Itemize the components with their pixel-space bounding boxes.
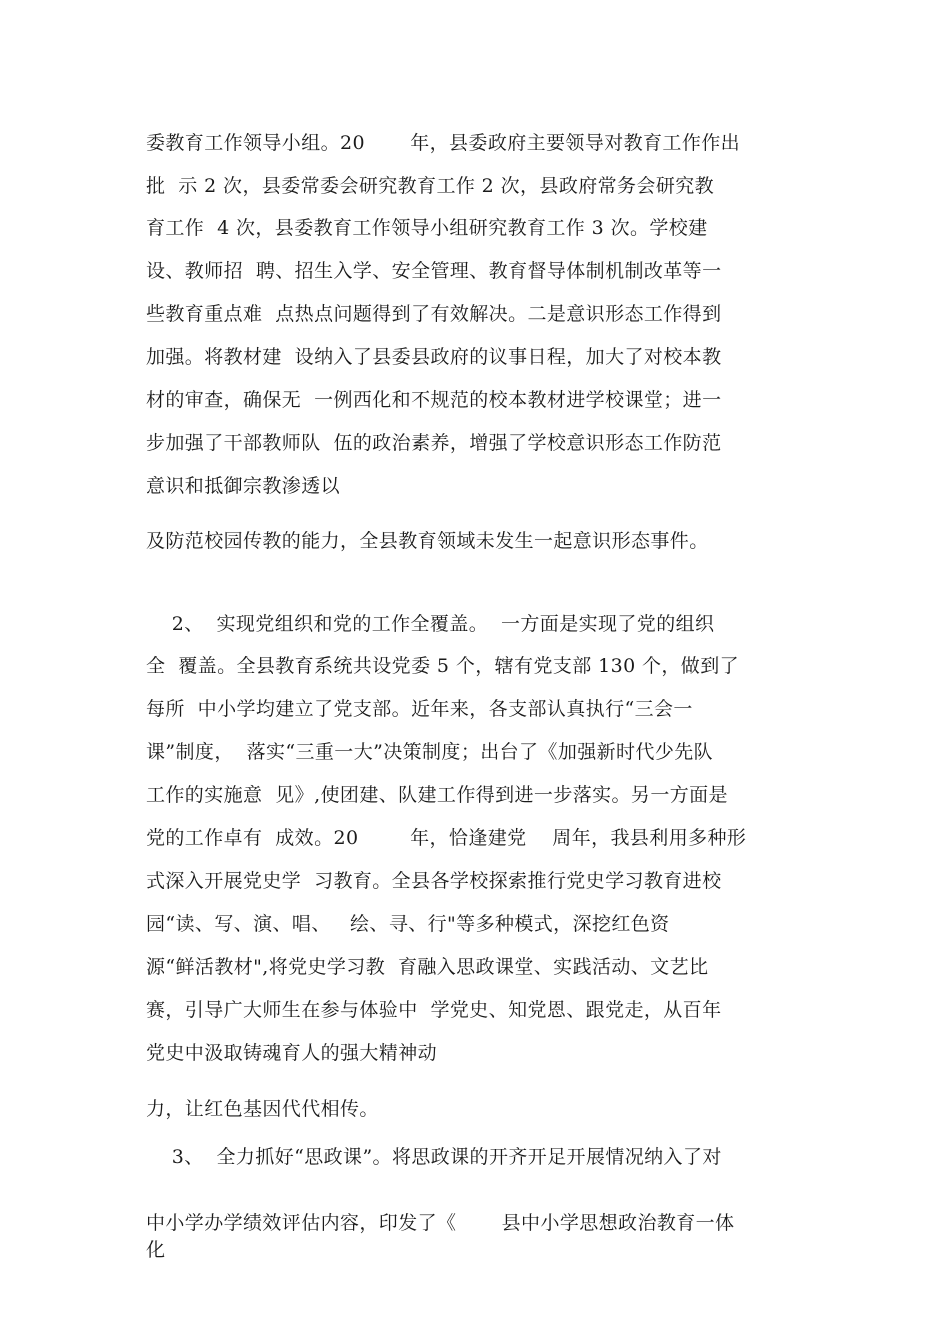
paragraph-line: 3、 全力抓好“思政课”。将思政课的开齐开足开展情况纳入了对 (146, 1146, 722, 1168)
paragraph-line: 材的审查，确保无 一例西化和不规范的校本教材进学校课堂；进一 (146, 389, 722, 411)
paragraph-line: 2、 实现党组织和党的工作全覆盖。 一方面是实现了党的组织 (146, 613, 715, 635)
paragraph-line: 力，让红色基因代代相传。 (146, 1098, 379, 1120)
paragraph-line: 赛，引导广大师生在参与体验中 学党史、知党恩、跟党走，从百年 (146, 999, 722, 1021)
paragraph-line: 委教育工作领导小组。20 年，县委政府主要领导对教育工作作出 (146, 132, 741, 154)
paragraph-line: 中小学办学绩效评估内容，印发了《 县中小学思想政治教育一体 (146, 1212, 735, 1234)
paragraph-line: 党史中汲取铸魂育人的强大精神动 (146, 1042, 438, 1064)
paragraph-line: 些教育重点难 点热点问题得到了有效解决。二是意识形态工作得到 (146, 303, 722, 325)
paragraph-line: 化 (146, 1239, 166, 1261)
paragraph-line: 及防范校园传教的能力，全县教育领域未发生一起意识形态事件。 (146, 530, 709, 552)
paragraph-line: 每所 中小学均建立了党支部。近年来，各支部认真执行“三会一 (146, 698, 693, 720)
paragraph-line: 育工作 4 次，县委教育工作领导小组研究教育工作 3 次。学校建 (146, 217, 708, 239)
paragraph-line: 园“读、写、演、唱、 绘、寻、行"等多种模式，深挖红色资 (146, 913, 670, 935)
paragraph-line: 党的工作卓有 成效。20 年，恰逢建党 周年，我县利用多种形 (146, 827, 747, 849)
paragraph-line: 加强。将教材建 设纳入了县委县政府的议事日程，加大了对校本教 (146, 346, 722, 368)
paragraph-line: 批 示 2 次，县委常委会研究教育工作 2 次，县政府常务会研究教 (146, 175, 715, 197)
paragraph-line: 式深入开展党史学 习教育。全县各学校探索推行党史学习教育进校 (146, 870, 722, 892)
paragraph-line: 工作的实施意 见》,使团建、队建工作得到进一步落实。另一方面是 (146, 784, 728, 806)
paragraph-line: 步加强了干部教师队 伍的政治素养，增强了学校意识形态工作防范 (146, 432, 722, 454)
paragraph-line: 源“鲜活教材",将党史学习教 育融入思政课堂、实践活动、文艺比 (146, 956, 709, 978)
paragraph-line: 意识和抵御宗教渗透以 (146, 475, 341, 497)
paragraph-line: 课”制度， 落实“三重一大”决策制度；出台了《加强新时代少先队 (146, 741, 714, 763)
paragraph-line: 设、教师招 聘、招生入学、安全管理、教育督导体制机制改革等一 (146, 260, 722, 282)
paragraph-line: 全 覆盖。全县教育系统共设党委 5 个，辖有党支部 130 个，做到了 (146, 655, 739, 677)
